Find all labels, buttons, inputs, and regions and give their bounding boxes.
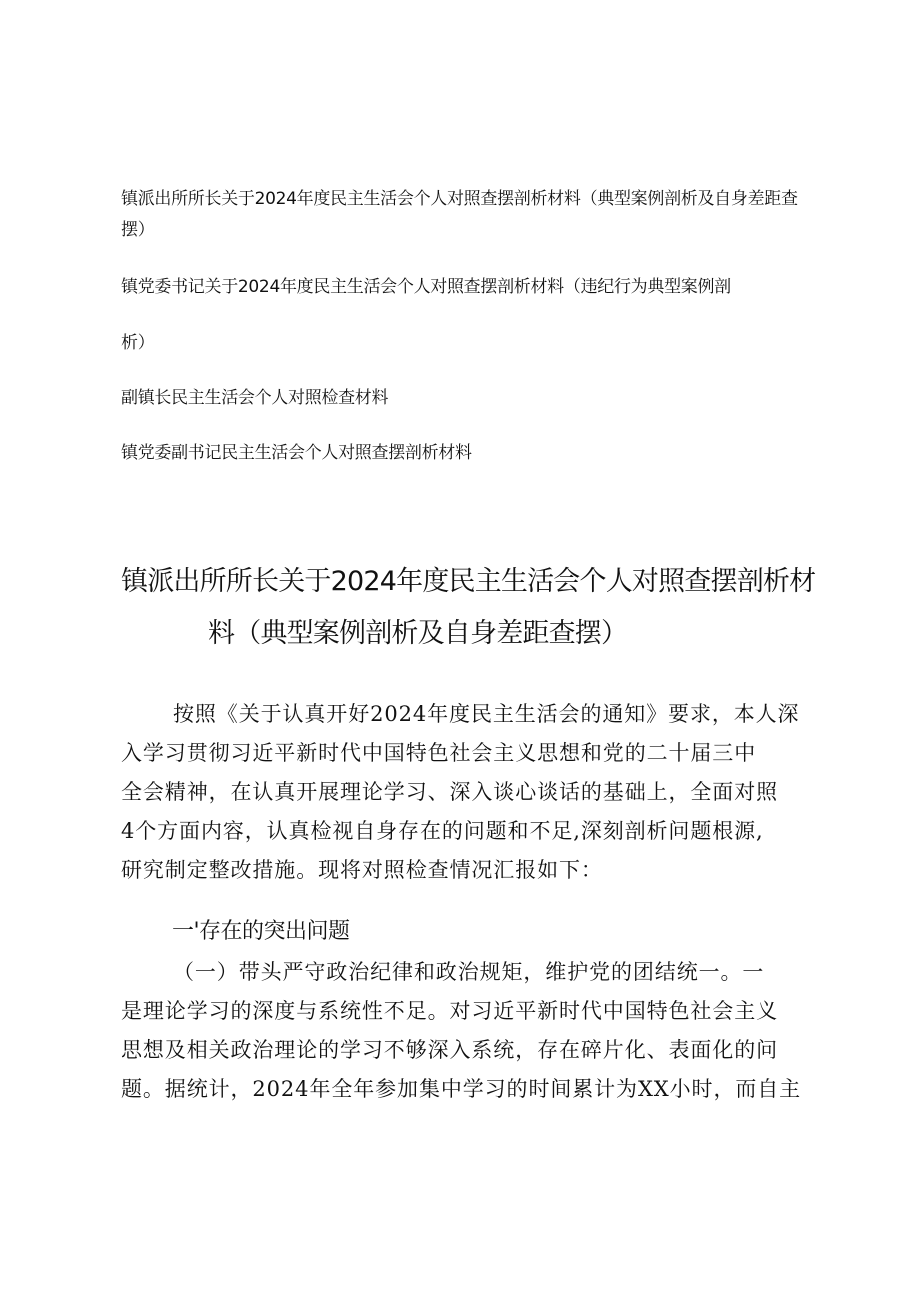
paragraph-line: 全会精神，在认真开展理论学习、深入谈心谈话的基础上，全面对照 bbox=[121, 780, 778, 804]
document-title bbox=[121, 556, 821, 660]
paragraph-line: 4个方面内容，认真检视自身存在的问题和不足,深刻剖析问题根源, bbox=[121, 819, 764, 843]
toc-entry-4: 镇党委副书记民主生活会个人对照查摆剖析材料 bbox=[121, 443, 472, 463]
toc-entry-2-continued: 析） bbox=[121, 333, 155, 353]
paragraph-line: 题。据统计，2024年全年参加集中学习的时间累计为XX小时，而自主 bbox=[121, 1077, 802, 1101]
paragraph-line: 思想及相关政治理论的学习不够深入系统，存在碎片化、表面化的问 bbox=[121, 1038, 778, 1062]
title-line-2: 料（典型案例剖析及自身差距查摆） bbox=[208, 618, 628, 649]
paragraph-line: 按照《关于认真开好2024年度民主生活会的通知》要求，本人深 bbox=[173, 702, 800, 726]
paragraph-line: 是理论学习的深度与系统性不足。对习近平新时代中国特色社会主义 bbox=[121, 999, 778, 1023]
toc-entry-1-continued: 摆） bbox=[121, 220, 155, 240]
paragraph-line: （一）带头严守政治纪律和政治规矩，维护党的团结统一。一 bbox=[173, 960, 765, 984]
title-line-1: 镇派出所所长关于2024年度民主生活会个人对照查摆剖析材 bbox=[121, 566, 816, 597]
paragraph-line: 研究制定整改措施。现将对照检查情况汇报如下： bbox=[121, 858, 603, 882]
paragraph-line: 入学习贯彻习近平新时代中国特色社会主义思想和党的二十届三中 bbox=[121, 741, 757, 765]
section-paragraph bbox=[121, 953, 811, 1109]
toc-entry-2: 镇党委书记关于2024年度民主生活会个人对照查摆剖析材料（违纪行为典型案例剖 bbox=[121, 277, 731, 297]
intro-paragraph bbox=[121, 695, 811, 890]
section-heading: 一'存在的突出问题 bbox=[172, 919, 350, 944]
toc-entry-1: 镇派出所所长关于2024年度民主生活会个人对照查摆剖析材料（典型案例剖析及自身差距查 bbox=[121, 189, 798, 209]
toc-entry-3: 副镇长民主生活会个人对照检查材料 bbox=[121, 388, 389, 408]
